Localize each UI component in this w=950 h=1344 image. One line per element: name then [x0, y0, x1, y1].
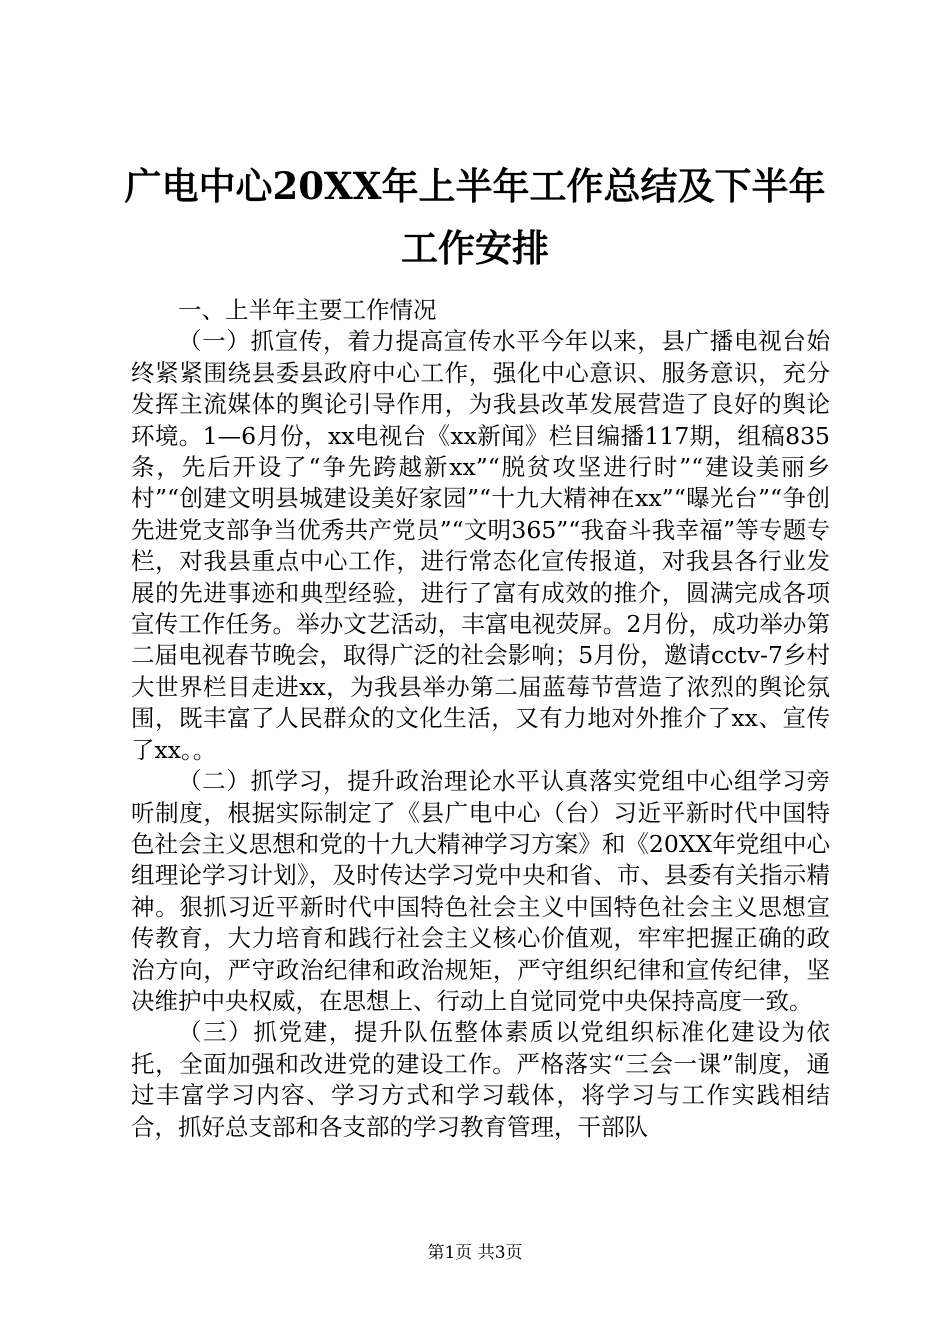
- page-footer: 第1页 共3页: [427, 1243, 523, 1263]
- document-body: [131, 295, 830, 1143]
- paragraph-2: （二）抓学习，提升政治理论水平认真落实党组中心组学习旁听制度，根据实际制定了《县广电中心（台）习近平新时代中国特色社会主义思想和党的十九大精神学习方案》和《20XX年党组中心组理论学习计划》，及时传达学习党中央和省、市、县委有关指示精神。狠抓习近平新时代中国特色社会主义中国特色社会主义思想宣传教育，大力培育和践行社会主义核心价值观，牢牢把握正确的政治方向，严守政治纪律和政治规矩，严守组织纪律和宣传纪律，坚决维护中央权威，在思想上、行动上自觉同党中央保持高度一致。: [131, 767, 830, 1015]
- document-title: 广电中心20XX年上半年工作总结及下半年工作安排: [124, 164, 826, 270]
- section-heading: 一、上半年主要工作情况: [178, 296, 437, 324]
- paragraph-3: （三）抓党建，提升队伍整体素质以党组织标准化建设为依托，全面加强和改进党的建设工作。严格落实“三会一课”制度，通过丰富学习内容、学习方式和学习载体，将学习与工作实践相结合，抓好总支部和各支部的学习教育管理，干部队: [131, 1018, 830, 1141]
- paragraph-1: （一）抓宣传，着力提高宣传水平今年以来，县广播电视台始终紧紧围绕县委县政府中心工作，强化中心意识、服务意识，充分发挥主流媒体的舆论引导作用，为我县改革发展营造了良好的舆论环境。1—6月份，xx电视台《xx新闻》栏目编播117期，组稿835条，先后开设了“争先跨越新xx”“脱贫攻坚进行时”“建设美丽乡村”“创建文明县城建设美好家园”“十九大精神在xx”“曝光台”“争创先进党支部争当优秀共产党员”“文明365”“我奋斗我幸福”等专题专栏，对我县重点中心工作，进行常态化宣传报道，对我县各行业发展的先进事迹和典型经验，进行了富有成效的推介，圆满完成各项宣传工作任务。举办文艺活动，丰富电视荧屏。2月份，成功举办第二届电视春节晚会，取得广泛的社会影响；5月份，邀请cctv-7乡村大世界栏目走进xx，为我县举办第二届蓝莓节营造了浓烈的舆论氛围，既丰富了人民群众的文化生活，又有力地对外推介了xx、宣传了xx。。: [131, 327, 830, 764]
